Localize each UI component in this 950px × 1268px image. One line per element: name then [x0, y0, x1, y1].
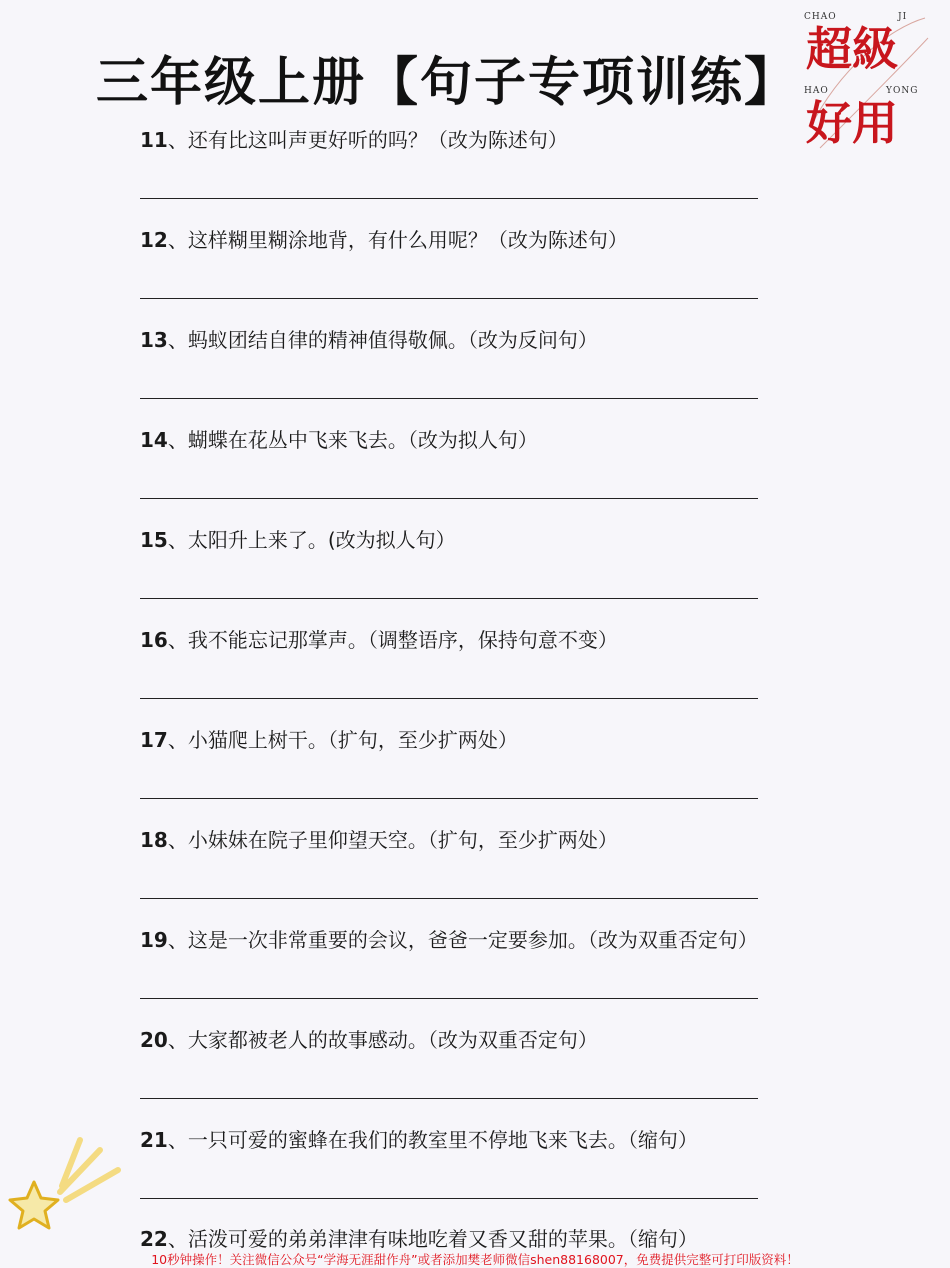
answer-line[interactable] — [140, 398, 758, 399]
logo-pinyin-2: JI — [898, 12, 908, 22]
question-number: 19 — [140, 928, 168, 952]
question-item — [140, 1126, 840, 1154]
answer-line[interactable] — [140, 998, 758, 999]
question-prompt: 、活泼可爱的弟弟津津有味地吃着又香又甜的苹果。（缩句） — [167, 1227, 698, 1251]
question-prompt: 、这是一次非常重要的会议，爸爸一定要参加。（改为双重否定句） — [167, 928, 758, 952]
question-prompt: 、蚂蚁团结自律的精神值得敬佩。（改为反问句） — [167, 328, 598, 352]
footer-notice: 10秒钟操作！关注微信公众号“学海无涯甜作舟”或者添加樊老师微信shen88168007，免费提供完整可打印版资料！ — [151, 1252, 799, 1267]
question-item — [140, 1026, 840, 1054]
question-number: 13 — [140, 328, 168, 352]
question-text — [140, 826, 840, 854]
question-text — [140, 426, 840, 454]
question-text — [140, 326, 840, 354]
question-number: 17 — [140, 728, 168, 752]
question-prompt: 、一只可爱的蜜蜂在我们的教室里不停地飞来飞去。（缩句） — [167, 1128, 698, 1152]
question-prompt: 、我不能忘记那掌声。（调整语序，保持句意不变） — [167, 628, 618, 652]
page-title: 三年级上册【句子专项训练】 — [96, 53, 799, 113]
question-text — [140, 1026, 840, 1054]
question-text — [140, 226, 840, 254]
question-number: 15 — [140, 528, 168, 552]
question-text — [140, 726, 840, 754]
question-item — [140, 526, 840, 554]
answer-line[interactable] — [140, 198, 758, 199]
question-item — [140, 626, 840, 654]
answer-line[interactable] — [140, 498, 758, 499]
question-text — [140, 526, 840, 554]
question-prompt: 、太阳升上来了。(改为拟人句） — [167, 528, 456, 552]
question-prompt: 、这样糊里糊涂地背，有什么用呢？（改为陈述句） — [167, 228, 628, 252]
question-text — [140, 1225, 840, 1253]
question-text — [140, 626, 840, 654]
question-number: 20 — [140, 1028, 168, 1052]
question-text — [140, 1126, 840, 1154]
question-number: 21 — [140, 1128, 168, 1152]
logo-pinyin-4: YONG — [886, 86, 919, 96]
question-number: 22 — [140, 1227, 168, 1251]
logo-pinyin-1: CHAO — [804, 12, 837, 22]
question-number: 14 — [140, 428, 168, 452]
question-prompt: 、大家都被老人的故事感动。（改为双重否定句） — [167, 1028, 598, 1052]
answer-line[interactable] — [140, 1098, 758, 1099]
question-text — [140, 926, 840, 954]
question-prompt: 、小猫爬上树干。（扩句，至少扩两处） — [167, 728, 518, 752]
answer-line[interactable] — [140, 898, 758, 899]
question-text — [140, 126, 840, 154]
shooting-star-icon — [0, 1130, 130, 1240]
question-item — [140, 1225, 840, 1253]
question-item — [140, 826, 840, 854]
question-number: 18 — [140, 828, 168, 852]
question-item — [140, 426, 840, 454]
question-item — [140, 226, 840, 254]
answer-line[interactable] — [140, 298, 758, 299]
logo-chars-top: 超級 — [806, 22, 898, 76]
answer-line[interactable] — [140, 598, 758, 599]
question-prompt: 、蝴蝶在花丛中飞来飞去。（改为拟人句） — [167, 428, 538, 452]
answer-line[interactable] — [140, 798, 758, 799]
answer-line[interactable] — [140, 698, 758, 699]
logo-pinyin-3: HAO — [804, 86, 829, 96]
question-item — [140, 126, 840, 154]
question-prompt: 、小妹妹在院子里仰望天空。（扩句，至少扩两处） — [167, 828, 618, 852]
question-item — [140, 326, 840, 354]
answer-line[interactable] — [140, 1198, 758, 1199]
question-number: 16 — [140, 628, 168, 652]
question-number: 11 — [140, 128, 168, 152]
question-item — [140, 926, 840, 954]
logo-chars-bottom: 好用 — [806, 96, 898, 150]
question-number: 12 — [140, 228, 168, 252]
question-item — [140, 726, 840, 754]
question-prompt: 、还有比这叫声更好听的吗？（改为陈述句） — [167, 128, 568, 152]
